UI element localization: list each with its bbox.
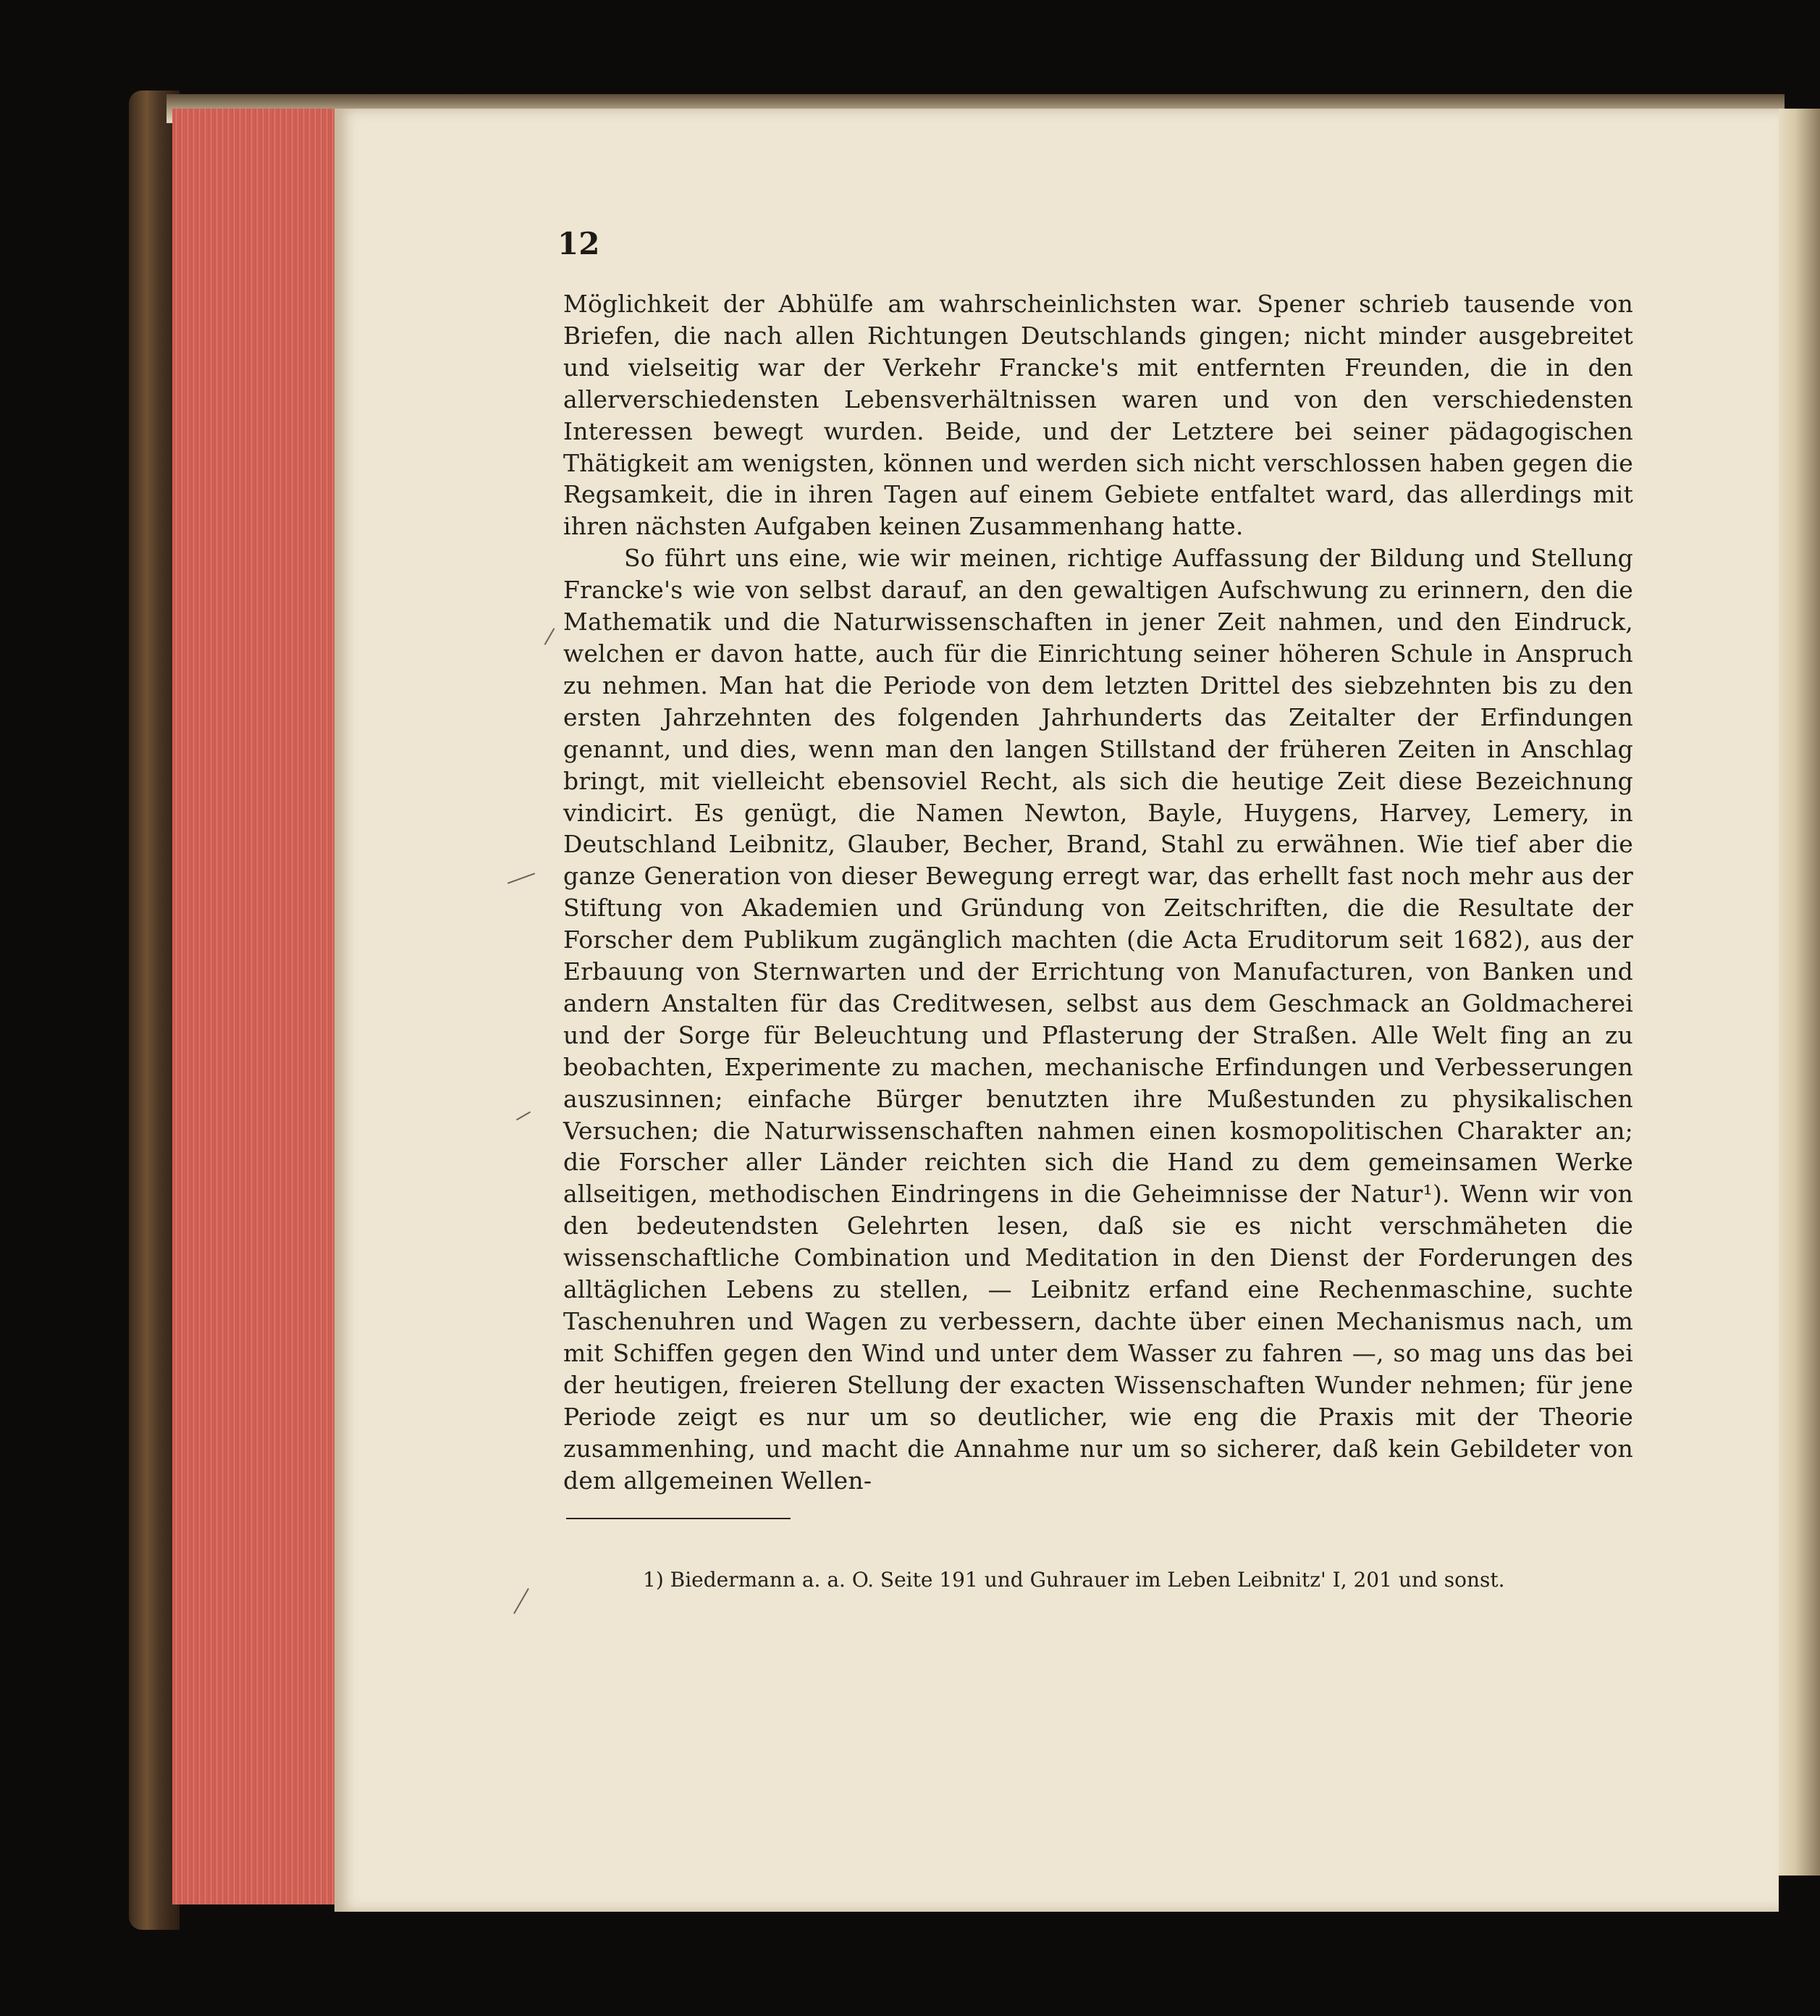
paragraph: So führt uns eine, wie wir meinen, richtige Auffassung der Bildung und Stellung Francke's wie von selbst darauf, an den gewaltigen Aufschwung zu erinnern, den die Mathematik und die Naturwissenschaften in jener Zeit nahmen, und den Eindruck, welchen er davon hatte, auch für die Einrichtung seiner höheren Schule in Anspruch zu nehmen. Man hat die Periode von dem letzten Drittel des siebzehnten bis zu den ersten Jahrzehnten des folgenden Jahrhunderts das Zeitalter der Erfindungen genannt, und dies, wenn man den langen Stillstand der früheren Zeiten in Anschlag bringt, mit vielleicht ebensoviel Recht, als sich die heutige Zeit diese Bezeichnung vindicirt. Es genügt, die Namen Newton, Bayle, Huygens, Harvey, Lemery, in Deutschland Leibnitz, Glauber, Becher, Brand, Stahl zu erwähnen. Wie tief aber die ganze Generation von dieser Bewegung erregt war, das erhellt fast noch mehr aus der Stiftung von Akademien und Gründung von Zeitschriften, die die Resultate der Forscher dem Publikum zugänglich machten (die Acta Eruditorum seit 1682), aus der Erbauung von Sternwarten und der Errichtung von Manufacturen, von Banken und andern Anstalten für das Creditwesen, selbst aus dem Geschmack an Goldmacherei und der Sorge für Beleuchtung und Pflasterung der Straßen. Alle Welt fing an zu beobachten, Experimente zu machen, mechanische Erfindungen und Verbesserungen auszusinnen; einfache Bürger benutzten ihre Mußestunden zu physikalischen Versuchen; die Naturwissenschaften nahmen einen kosmopolitischen Charakter an; die Forscher aller Länder reichten sich die Hand zu dem gemeinsamen Werke allseitigen, methodischen Eindringens in die Geheimnisse der Natur¹). Wenn wir von den bedeutendsten Gelehrten lesen, daß sie es nicht verschmäheten die wissenschaftliche Combination und Meditation in den Dienst der Forderungen des alltäglichen Lebens zu stellen, — Leibnitz erfand eine Rechenmaschine, suchte Taschenuhren und Wagen zu verbessern, dachte über einen Mechanismus nach, um mit Schiffen gegen den Wind und unter dem Wasser zu fahren —, so mag uns das bei der heutigen, freieren Stellung der exacten Wissenschaften Wunder nehmen; für jene Periode zeigt es nur um so deutlicher, wie eng die Praxis mit der Theorie zusammenhing, und macht die Annahme nur um so sicherer, daß kein Gebildeter von dem allgemeinen Wellen- — [563, 544, 1633, 1495]
red-page-edges — [172, 109, 339, 1904]
page-number: 12 — [557, 226, 600, 261]
page-right-edge — [1779, 109, 1820, 1876]
footnote-separator — [566, 1518, 791, 1519]
body-text — [563, 288, 1633, 1496]
paragraph: Möglichkeit der Abhülfe am wahrscheinlichsten war. Spener schrieb tausende von Briefen, die nach allen Richtungen Deutschlands gingen; nicht minder ausgebreitet und vielseitig war der Verkehr Francke's mit entfernten Freunden, die in den allerverschiedensten Lebensverhältnissen waren und von den verschiedensten Interessen bewegt wurden. Beide, und der Letztere bei seiner pädagogischen Thätigkeit am wenigsten, können und werden sich nicht verschlossen haben gegen die Regsamkeit, die in ihren Tagen auf einem Gebiete entfaltet ward, das allerdings mit ihren nächsten Aufgaben keinen Zusammenhang hatte. — [563, 290, 1633, 541]
footnote: 1) Biedermann a. a. O. Seite 191 und Guhrauer im Leben Leibnitz' I, 201 und sonst. — [643, 1568, 1505, 1592]
